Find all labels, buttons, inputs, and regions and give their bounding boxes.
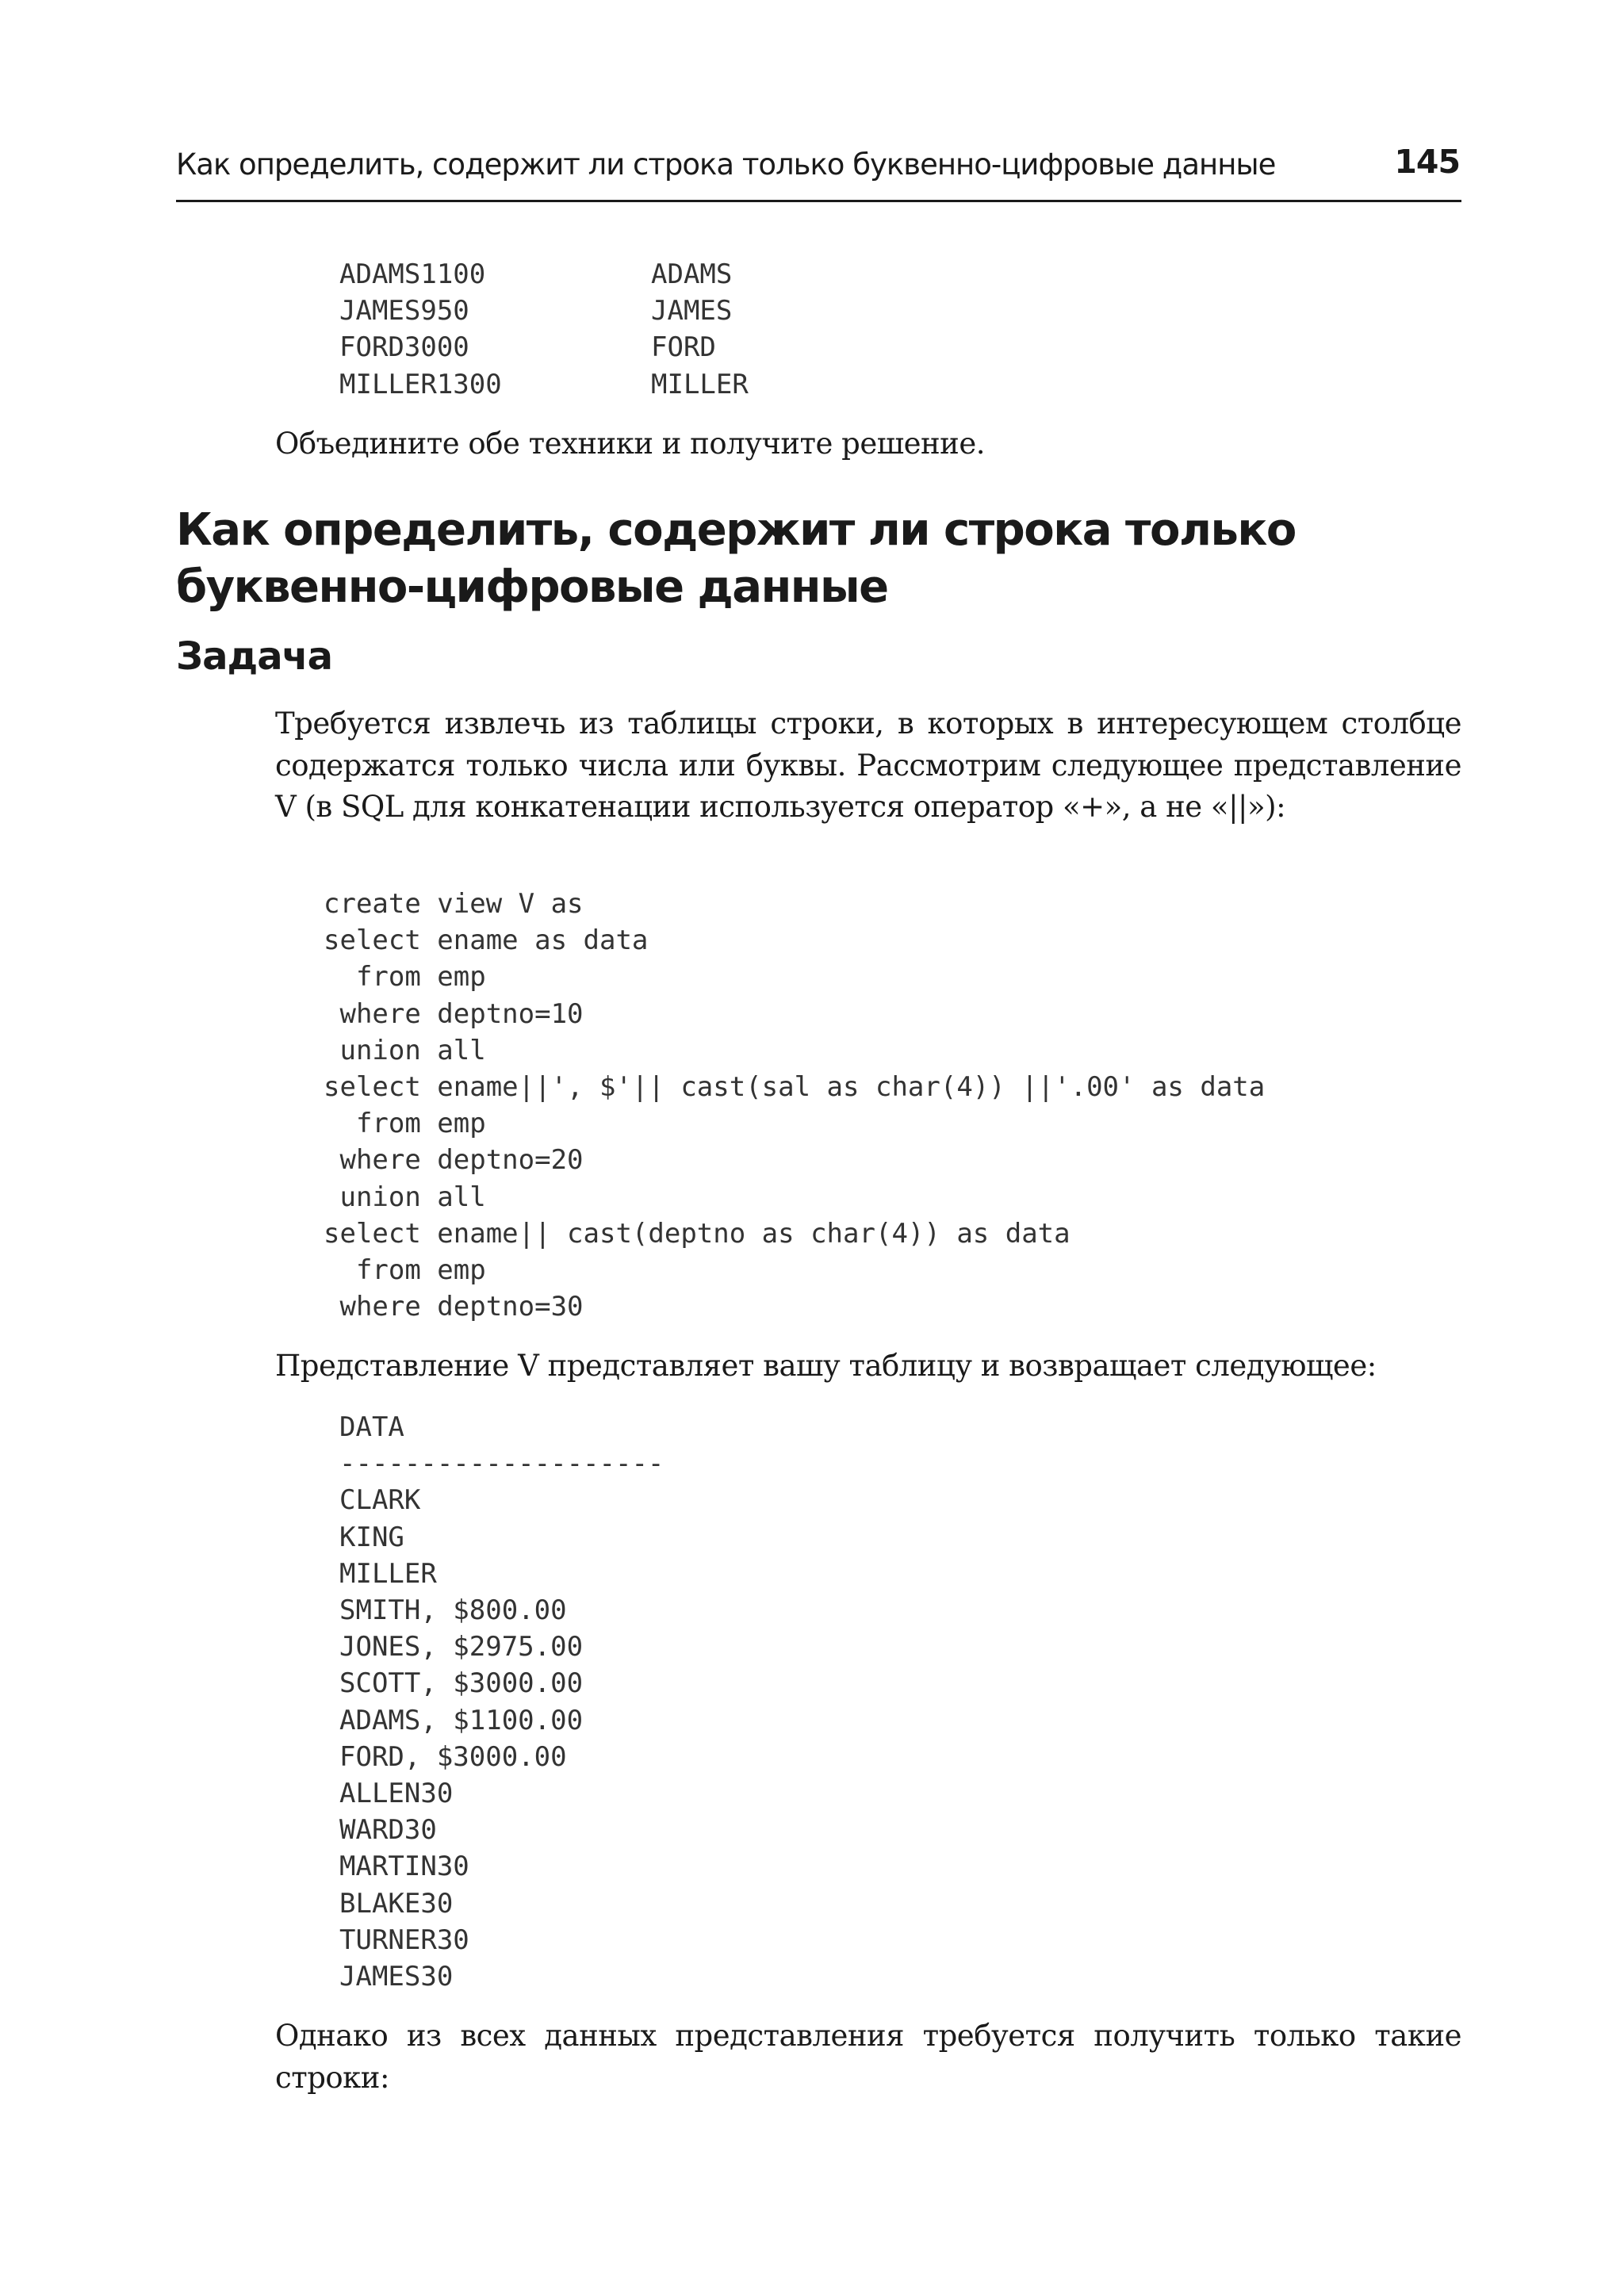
task-subheading: Задача: [176, 634, 332, 679]
combine-paragraph: Объедините обе техники и получите решение.: [275, 427, 985, 461]
closing-paragraph: Однако из всех данных представления требуется получить только такие строки:: [275, 2019, 1461, 2095]
section-title: [176, 502, 1461, 616]
running-title: Как определить, содержит ли строка только буквенно-цифровые данные: [176, 147, 1276, 182]
page-number: 145: [1394, 143, 1460, 181]
previous-output-column-1: ADAMS1100 JAMES950 FORD3000 MILLER1300: [339, 258, 502, 400]
running-header: [176, 143, 1461, 202]
data-output-listing: DATA -------------------- CLARK KING MILLER SMITH, $800.00 JONES, $2975.00 SCOTT, $3000.00 ADAMS, $1100.00 FORD, $3000.00 ALLEN30 WARD30 MARTIN30 BLAKE30 TURNER30 JAMES30: [339, 1411, 665, 1993]
view-definition-code: create view V as select ename as data from emp where deptno=10 union all select ename||', $'|| cast(sal as char(4)) ||'.00' as data from emp where deptno=20 union all select ename|| cast(deptno as char(4)) as data from emp where deptno=30: [324, 888, 1266, 1323]
view-returns-paragraph: Представление V представляет вашу таблицу и возвращает следующее:: [275, 1349, 1377, 1383]
previous-output-column-2: ADAMS JAMES FORD MILLER: [651, 258, 749, 400]
section-title-line-1: Как определить, содержит ли строка только: [176, 504, 1296, 556]
task-paragraph: Требуется извлечь из таблицы строки, в которых в интересующем столбце содержатся только числа или буквы. Рассмотрим следующее представление V (в SQL для конкатенации используется оператор «+», а не «||»):: [275, 706, 1461, 824]
section-title-line-2: буквенно-цифровые данные: [176, 561, 888, 613]
